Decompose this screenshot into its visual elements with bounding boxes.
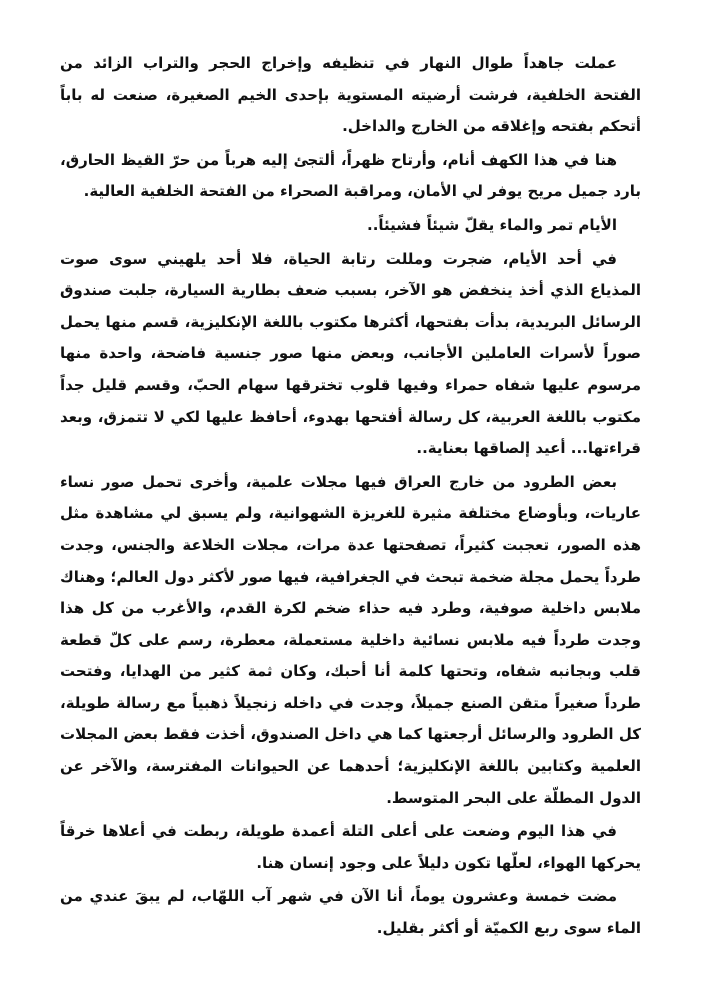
paragraph-mail-parcels: بعض الطرود من خارج العراق فيها مجلات علمية، وأخرى تحمل صور نساء عاريات، وبأوضاع مختلفة مثيرة للغريزة الشهوانية، ولم يسبق لي مشاهدة مثل هذه الصور، تعجبت كثيراً، تصفحتها عدة مرات، مجلات الخلاعة والجنس، وجدت طرداً يحمل مجلة ضخمة تبحث في الجغرافية، فيها صور لأكثر دول العالم؛ وهناك ملابس داخلية صوفية، وطرد فيه حذاء ضخم لكرة القدم، والأغرب من كل هذا وجدت طرداً فيه ملابس نسائية داخلية مستعملة، معطرة، رسم على كلّ قطعة قلب وبجانبه شفاه، وتحتها كلمة أنا أحبك، وكان ثمة كثير من الهدايا، وفتحت طرداً صغيراً متقن الصنع جميلاً، وجدت في داخله زنجيلاً ذهبياً مع رسالة طويلة، كل الطرود والرسائل أرجعتها كما هي داخل الصندوق، أخذت فقط بعض المجلات العلمية وكتابين باللغة الإنكليزية؛ أحدهما عن الحيوانات المفترسة، والآخر عن الدول المطلّة على البحر المتوسط.: [60, 472, 641, 807]
paragraph-cave-cleaning: عملت جاهداً طوال النهار في تنظيفه وإخراج الحجر والتراب الزائد من الفتحة الخلفية، فرشت أرضيته المستوية بإحدى الخيم الصغيرة، صنعت له باباً أتحكم بفتحه وإغلاقه من الخارج والداخل.: [60, 54, 641, 136]
document-page: [60, 48, 641, 947]
paragraph-hill-poles: في هذا اليوم وضعت على أعلى التلة أعمدة طويلة، ربطت في أعلاها خرقاً يحركها الهواء، لعلّها تكون دليلاً على وجود إنسان هنا.: [60, 822, 641, 872]
paragraph-cave-shelter: هنا في هذا الكهف أنام، وأرتاح ظهراً، ألتجئ إليه هرباً من حرّ القيظ الحارق، بارد جميل مريح يوفر لي الأمان، ومراقبة الصحراء من الفتحة الخلفية العالية.: [60, 150, 641, 201]
paragraph-days-passing: الأيام تمر والماء يقلّ شيئاً فشيئاً..: [367, 215, 617, 234]
paragraph-mail-letters: في أحد الأيام، ضجرت ومللت رتابة الحياة، فلا أحد يلهيني سوى صوت المذياع الذي أخذ ينخفض هو الآخر، بسبب ضعف بطارية السيارة، جلبت صندوق الرسائل البريدية، بدأت بفتحها، أكثرها مكتوب باللغة الإنكليزية، قسم منها يحمل صوراً لأسرات العاملين الأجانب، وبعض منها صور جنسية فاضحة، واحدة منها مرسوم عليها شفاه حمراء وفيها قلوب تخترقها سهام الحبّ، وقسم قليل جداً مكتوب باللغة العربية، كل رسالة أفتحها بهدوء، أحافظ عليها لكي لا تتمزق، وبعد قراءتها... أعيد إلصاقها بعناية..: [60, 249, 641, 458]
paragraph-water-remaining: مضت خمسة وعشرون يوماً، أنا الآن في شهر آب اللهّاب، لم يبقَ عندي من الماء سوى ربع الكميّة أو أكثر بقليل.: [60, 887, 641, 938]
